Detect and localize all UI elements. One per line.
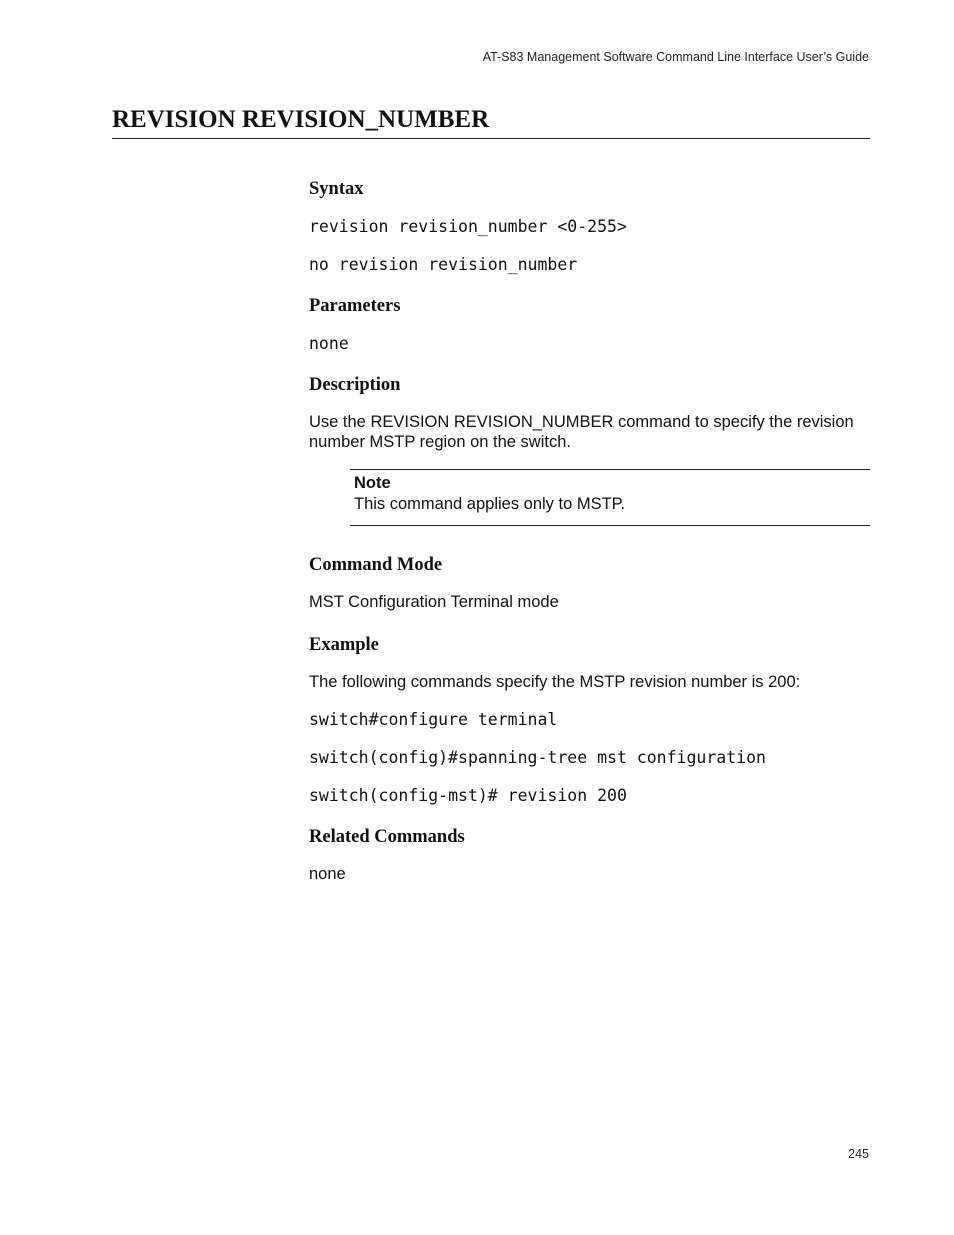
example-heading: Example: [309, 635, 379, 655]
example-intro: The following commands specify the MSTP revision number is 200:: [309, 673, 801, 691]
page-number: 245: [848, 1147, 869, 1161]
note-text: This command applies only to MSTP.: [354, 495, 626, 513]
description-text: Use the REVISION REVISION_NUMBER command to specify the revision number MSTP region on the switch.: [309, 413, 854, 451]
parameters-heading: Parameters: [309, 296, 401, 316]
command-mode-text: MST Configuration Terminal mode: [309, 593, 559, 611]
syntax-line: no revision revision_number: [309, 255, 578, 274]
syntax-line: revision revision_number <0-255>: [309, 217, 627, 236]
command-mode-heading: Command Mode: [309, 555, 443, 575]
parameters-text: none: [309, 334, 349, 353]
example-line: switch(config-mst)# revision 200: [309, 786, 627, 805]
example-line: switch#configure terminal: [309, 710, 558, 729]
running-header: AT-S83 Management Software Command Line Interface User’s Guide: [482, 50, 869, 64]
page-title: REVISION REVISION_NUMBER: [112, 106, 870, 139]
command-content: [309, 178, 870, 901]
related-commands-heading: Related Commands: [309, 827, 465, 847]
note-box: [350, 469, 870, 526]
syntax-heading: Syntax: [309, 179, 364, 199]
related-commands-text: none: [309, 865, 346, 883]
example-line: switch(config)#spanning-tree mst configuration: [309, 748, 766, 767]
description-heading: Description: [309, 375, 401, 395]
note-label: Note: [354, 474, 391, 492]
